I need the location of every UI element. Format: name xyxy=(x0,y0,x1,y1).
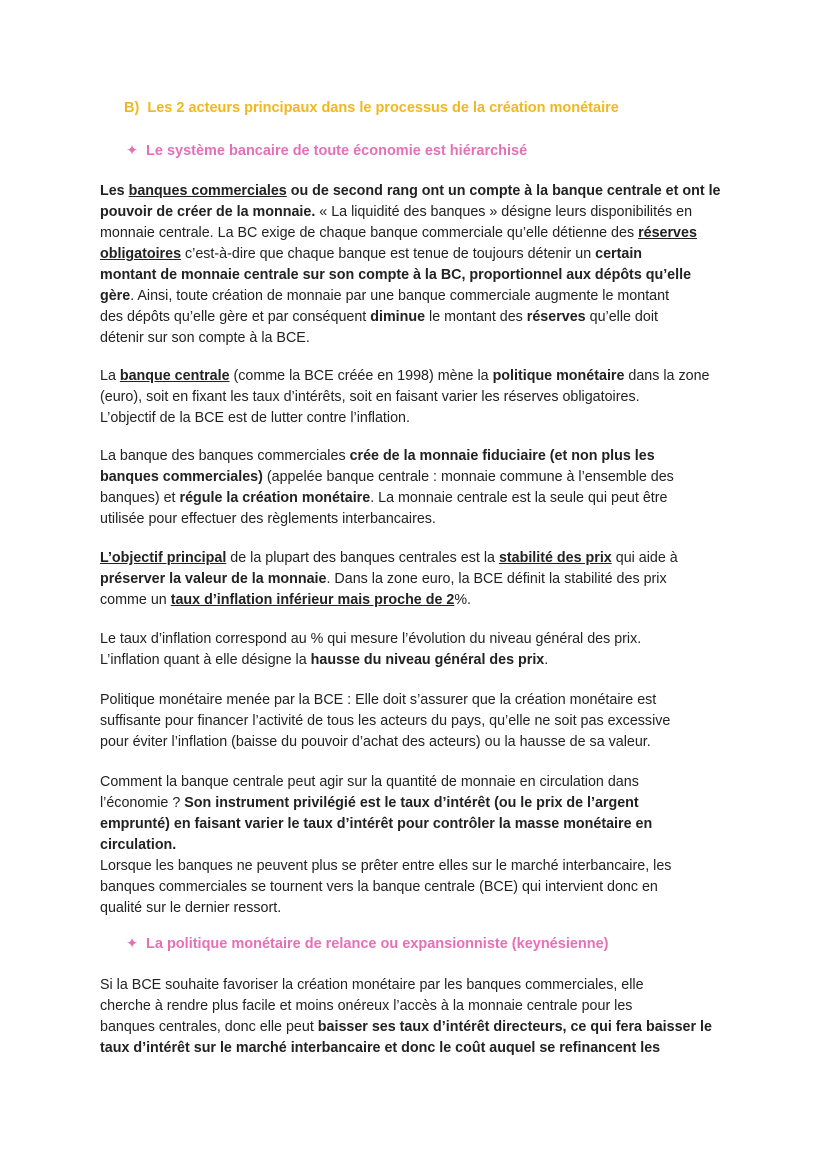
section-title: Les 2 acteurs principaux dans le processus de la création monétaire xyxy=(147,100,619,116)
subtitle-expansionist-policy xyxy=(126,936,609,952)
paragraph-inflation: Le taux d’inflation correspond au % qui mesure l’évolution du niveau général des prix. L’inflation quant à elle désigne la hausse du niveau général des prix. xyxy=(100,631,642,668)
star-bullet-icon: ✦ xyxy=(126,143,139,159)
paragraph-monetary-policy: Politique monétaire menée par la BCE : Elle doit s’assurer que la création monétaire est suffisante pour financer l’activité de tous les acteurs du pays, qu’elle ne soit pas excessive pour éviter l’inflation (baisse du pouvoir d’achat des acteurs) ou la hausse de sa valeur. xyxy=(100,692,671,750)
paragraph-expansionist: Si la BCE souhaite favoriser la création monétaire par les banques commerciales, elle cherche à rendre plus facile et moins onéreux l’accès à la monnaie centrale pour les banques centrales, donc elle peut baisser ses taux d’intérêt directeurs, ce qui fera baisser le taux d’intérêt sur le marché interbancaire et donc le coût auquel se refinancent les xyxy=(100,977,712,1056)
subtitle-expansionist-text: La politique monétaire de relance ou expansionniste (keynésienne) xyxy=(146,936,609,952)
section-heading xyxy=(124,100,619,116)
subtitle-hierarchy xyxy=(126,143,527,159)
paragraph-commercial-banks: Les banques commerciales ou de second rang ont un compte à la banque centrale et ont le pouvoir de créer de la monnaie. « La liquidité des banques » désigne leurs disponibilités en monnaie centrale. La BC exige de chaque banque commerciale qu’elle détienne des réserves obligatoires c’est-à-dire que chaque banque est tenue de toujours détenir un certain montant de monnaie centrale sur son compte à la BC, proportionnel aux dépôts qu’elle gère. Ainsi, toute création de monnaie par une banque commerciale augmente le montant des dépôts qu’elle gère et par conséquent diminue le montant des réserves qu’elle doit détenir sur son compte à la BCE. xyxy=(100,183,721,346)
subtitle-hierarchy-text: Le système bancaire de toute économie est hiérarchisé xyxy=(146,143,528,159)
paragraph-central-bank: La banque centrale (comme la BCE créée en 1998) mène la politique monétaire dans la zone (euro), soit en fixant les taux d’intérêts, soit en faisant varier les réserves obligatoires. L’objectif de la BCE est de lutter contre l’inflation. xyxy=(100,368,710,426)
paragraph-price-stability: L’objectif principal de la plupart des banques centrales est la stabilité des prix qui aide à préserver la valeur de la monnaie. Dans la zone euro, la BCE définit la stabilité des prix comme un taux d’inflation inférieur mais proche de 2%. xyxy=(100,550,678,608)
paragraph-bank-of-banks: La banque des banques commerciales crée de la monnaie fiduciaire (et non plus les banques commerciales) (appelée banque centrale : monnaie commune à l’ensemble des banques) et régule la création monétaire. La monnaie centrale est la seule qui peut être utilisée pour effectuer des règlements interbancaires. xyxy=(100,448,674,527)
star-bullet-icon: ✦ xyxy=(126,936,139,952)
section-label: B) xyxy=(124,100,140,116)
paragraph-interest-rate: Comment la banque centrale peut agir sur la quantité de monnaie en circulation dans l’économie ? Son instrument privilégié est le taux d’intérêt (ou le prix de l’argent emprunté) en faisant varier le taux d’intérêt pour contrôler la masse monétaire en circulation. Lorsque les banques ne peuvent plus se prêter entre elles sur le marché interbancaire, les banques commerciales se tournent vers la banque centrale (BCE) qui intervient donc en qualité sur le dernier ressort. xyxy=(100,774,672,916)
